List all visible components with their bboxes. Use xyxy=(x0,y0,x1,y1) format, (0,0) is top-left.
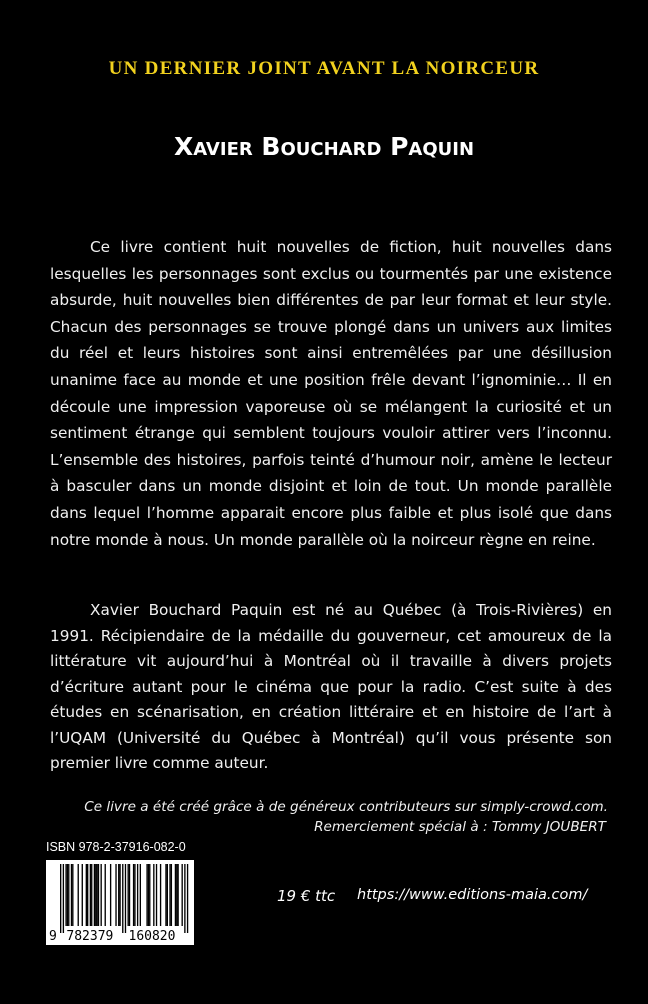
barcode-bar xyxy=(153,864,154,926)
barcode-bar xyxy=(63,864,64,933)
barcode-bar xyxy=(94,864,95,926)
barcode-bar xyxy=(187,864,188,933)
barcode-bar xyxy=(128,864,129,926)
barcode-bar xyxy=(156,864,157,926)
barcode-bar xyxy=(137,864,138,926)
barcode-bar xyxy=(65,864,66,926)
barcode-bar xyxy=(169,864,170,926)
barcode-bar xyxy=(184,864,185,933)
barcode-digits-left: 782379 xyxy=(66,929,114,944)
barcode-bar xyxy=(72,864,73,926)
barcode-bar xyxy=(129,864,130,926)
barcode-digits-right: 160820 xyxy=(128,929,176,944)
barcode-bar xyxy=(122,864,123,933)
barcode-bar xyxy=(68,864,69,926)
barcode-bar xyxy=(182,864,183,926)
crowdfunding-credit: Ce livre a été créé grâce à de généreux contributeurs sur simply-crowd.com. xyxy=(84,799,608,815)
barcode-bar xyxy=(87,864,88,926)
barcode-bar xyxy=(146,864,147,926)
barcode-bar xyxy=(67,864,68,926)
barcode-bar xyxy=(105,864,106,926)
barcode xyxy=(46,860,194,945)
barcode-bar xyxy=(171,864,172,926)
barcode-bar xyxy=(115,864,116,926)
barcode-bar xyxy=(175,864,176,926)
barcode-bar xyxy=(165,864,166,926)
barcode-bar xyxy=(101,864,102,926)
author-name: Xavier Bouchard Paquin xyxy=(173,132,475,161)
barcode-bar xyxy=(90,864,91,926)
barcode-bar xyxy=(125,864,126,933)
barcode-graphic xyxy=(46,860,194,945)
publisher-website-link[interactable]: https://www.editions-maia.com/ xyxy=(357,887,588,903)
barcode-bar xyxy=(60,864,61,933)
barcode-bar xyxy=(86,864,87,926)
author-bio-paragraph: Xavier Bouchard Paquin est né au Québec (à Trois-Rivières) en 1991. Récipiendaire de la médaille du gouverneur, cet amoureux de la littérature vit aujourd’hui à Montréal où il travaille à divers projets d’écriture autant pour le cinéma que pour la radio. C’est suite à des études en scénarisation, en création littéraire et en histoire de l’art à l’UQAM (Université du Québec à Montréal) qu’il vous présente son premier livre comme auteur. xyxy=(50,601,612,772)
barcode-bar xyxy=(119,864,120,926)
isbn-label: ISBN 978-2-37916-082-0 xyxy=(46,840,186,854)
barcode-bar xyxy=(167,864,168,926)
barcode-digit-first: 9 xyxy=(49,929,57,944)
barcode-bar xyxy=(160,864,161,926)
barcode-bar xyxy=(96,864,97,926)
barcode-bar xyxy=(118,864,119,926)
barcode-bar xyxy=(140,864,141,926)
barcode-bar xyxy=(149,864,150,926)
barcode-bar xyxy=(133,864,134,926)
synopsis-paragraph: Ce livre contient huit nouvelles de fiction, huit nouvelles dans lesquelles les personnages sont exclus ou tourmentés par une existence absurde, huit nouvelles bien différentes de par leur format et leur style. Chacun des personnages se trouve plongé dans un univers aux limites du réel et leurs histoires sont ainsi entremêlées par une désillusion unanime face au monde et une position frêle devant l’ignominie… Il en découle une impression vaporeuse où se mélangent la curiosité et un sentiment étrange qui semblent toujours vouloir attirer vers l’inconnu. L’ensemble des histoires, parfois teinté d’humour noir, amène le lecteur à basculer dans un monde disjoint et loin de tout. Un monde parallèle dans lequel l’homme apparait encore plus faible et plus isolé que dans notre monde à nous. Un monde parallèle où la noirceur règne en reine. xyxy=(50,238,612,549)
barcode-bar xyxy=(177,864,178,926)
barcode-bar xyxy=(71,864,72,926)
special-thanks: Remerciement spécial à : Tommy JOUBERT xyxy=(314,819,606,835)
barcode-bar xyxy=(98,864,99,926)
barcode-bar xyxy=(148,864,149,926)
series-title: UN DERNIER JOINT AVANT LA NOIRCEUR xyxy=(108,58,540,79)
price: 19 € ttc xyxy=(277,887,336,905)
barcode-bar xyxy=(82,864,83,926)
barcode-bar xyxy=(176,864,177,926)
barcode-bar xyxy=(91,864,92,926)
barcode-bar xyxy=(110,864,111,926)
barcode-bar xyxy=(134,864,135,926)
barcode-bar xyxy=(78,864,79,926)
barcode-bar xyxy=(95,864,96,926)
